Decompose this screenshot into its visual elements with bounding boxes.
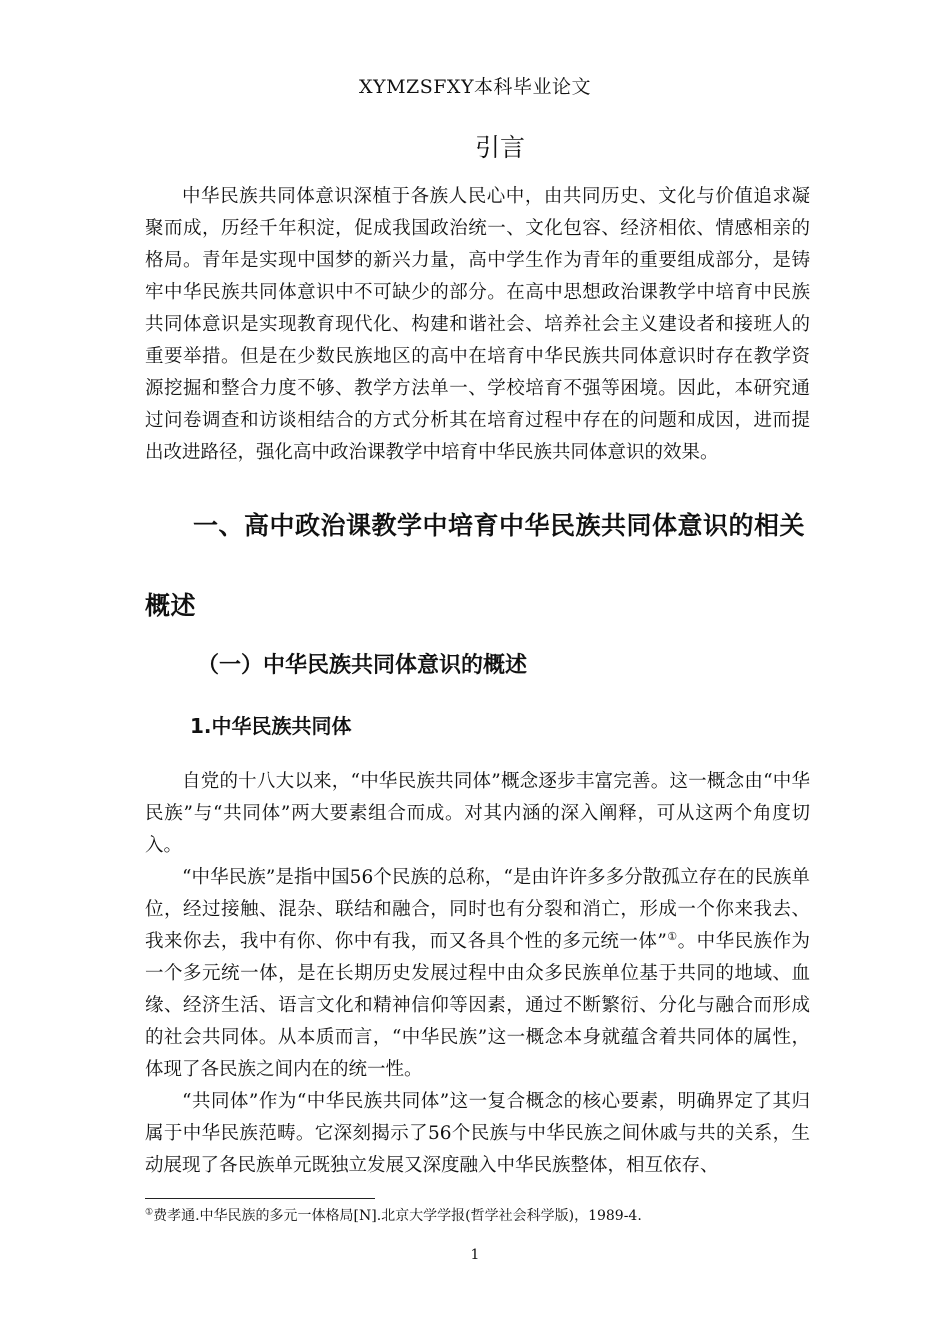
intro-title: 引言 (474, 133, 525, 162)
section-heading: 一、高中政治课教学中培育中华民族共同体意识的相关概述 (145, 511, 806, 620)
subsection-heading: （一）中华民族共同体意识的概述 (197, 653, 528, 678)
footnote-text: 费孝通.中华民族的多元一体格局[N].北京大学学报(哲学社会科学版)，1989-4. (153, 1208, 642, 1224)
body-paragraph-2-text-b: 。中华民族作为一个多元统一体，是在长期历史发展过程中由众多民族单位基于共同的地域、血缘、经济生活、语言文化和精神信仰等因素，通过不断繁衍、分化与融合而形成的社会共同体。从本质而言，“中华民族”这一概念本身就蕴含着共同体的属性，体现了各民族之间内在的统一性。 (145, 931, 810, 1080)
body-paragraph-3: “共同体”作为“中华民族共同体”这一复合概念的核心要素，明确界定了其归属于中华民族范畴。它深刻揭示了56个民族与中华民族之间休戚与共的关系，生动展现了各民族单元既独立发展又深度融入中华民族整体，相互依存、 (145, 1091, 810, 1176)
footnote-mark: ① (145, 1207, 154, 1218)
body-paragraph-2-text-a: “中华民族”是指中国56个民族的总称，“是由许许多多分散孤立存在的民族单位，经过接触、混杂、联结和融合，同时也有分裂和消亡，形成一个你来我去、我来你去，我中有你、你中有我，而又各具个性的多元统一体” (145, 867, 810, 952)
page-number: 1 (470, 1247, 480, 1263)
item-heading: 1.中华民族共同体 (190, 714, 352, 738)
intro-paragraph: 中华民族共同体意识深植于各族人民心中，由共同历史、文化与价值追求凝聚而成，历经千年积淀，促成我国政治统一、文化包容、经济相依、情感相亲的格局。青年是实现中国梦的新兴力量，高中学生作为青年的重要组成部分，是铸牢中华民族共同体意识中不可缺少的部分。在高中思想政治课教学中培育中民族共同体意识是实现教育现代化、构建和谐社会、培养社会主义建设者和接班人的重要举措。但是在少数民族地区的高中在培育中华民族共同体意识时存在教学资源挖掘和整合力度不够、教学方法单一、学校培育不强等困境。因此，本研究通过问卷调查和访谈相结合的方式分析其在培育过程中存在的问题和成因，进而提出改进路径，强化高中政治课教学中培育中华民族共同体意识的效果。 (145, 186, 810, 463)
running-header: XYMZSFXY本科毕业论文 (359, 76, 591, 98)
body-paragraph-2 (145, 862, 810, 1086)
footnote-reference[interactable]: ① (666, 929, 678, 943)
footnote (145, 1205, 845, 1227)
footnote-divider (145, 1198, 375, 1199)
body-paragraph-1: 自党的十八大以来，“中华民族共同体”概念逐步丰富完善。这一概念由“中华民族”与“共同体”两大要素组合而成。对其内涵的深入阐释，可从这两个角度切入。 (145, 771, 810, 856)
